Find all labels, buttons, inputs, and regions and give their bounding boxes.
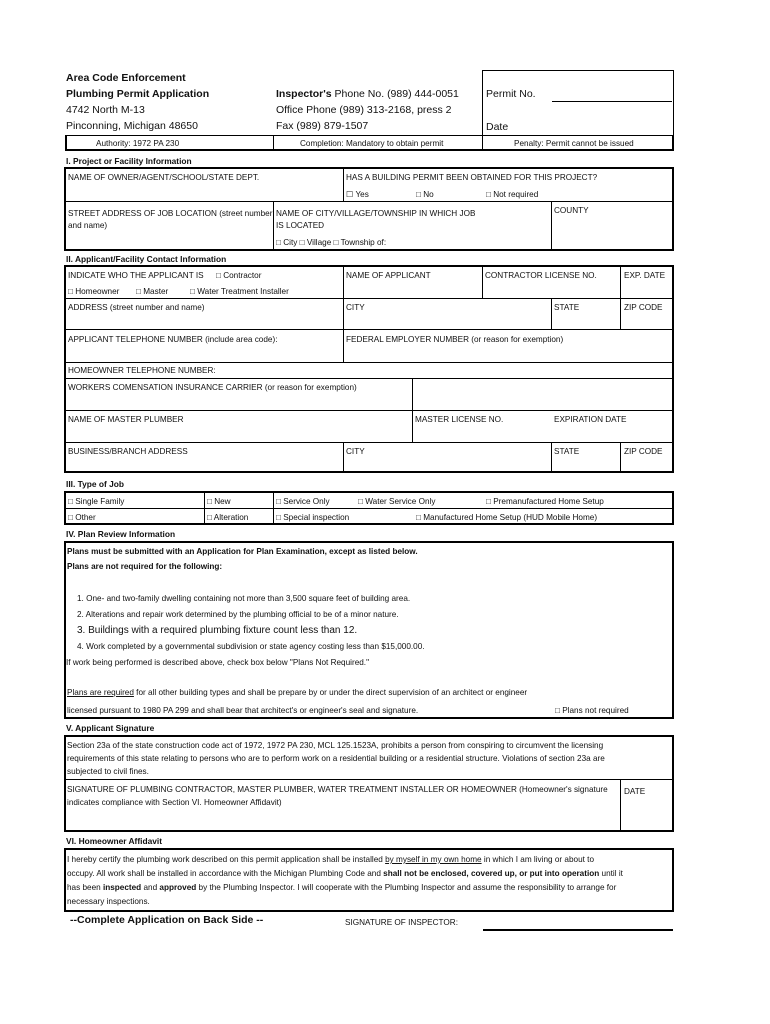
permit-no-checkbox[interactable]: □ No — [416, 190, 434, 199]
signature-label-1: SIGNATURE OF PLUMBING CONTRACTOR, MASTER PLUMBER, WATER TREATMENT INSTALLER OR HOMEOWNER (Homeowner's signature — [67, 785, 608, 794]
business-city-label: CITY — [346, 447, 365, 456]
divider — [66, 201, 673, 202]
section-5-title: V. Applicant Signature — [66, 723, 155, 733]
divider — [66, 362, 673, 363]
office-phone: Office Phone (989) 313-2168, press 2 — [276, 104, 452, 116]
plans-required-text: Plans are required for all other building types and shall be prepare by or under the direct supervision of an architect or engineer — [67, 688, 528, 697]
completion-text: Completion: Mandatory to obtain permit — [300, 139, 444, 148]
permit-box-right-border — [673, 70, 674, 136]
state-label: STATE — [554, 303, 580, 312]
signature-date-label: DATE — [624, 787, 646, 796]
address-label: ADDRESS (street number and name) — [68, 303, 205, 312]
form-title: Plumbing Permit Application — [66, 88, 210, 100]
inspector-phone: Inspector's Phone No. (989) 444-0051 — [276, 88, 459, 100]
authority-text: Authority: 1972 PA 230 — [96, 139, 180, 148]
manufactured-home-checkbox[interactable]: □ Manufactured Home Setup (HUD Mobile Home) — [416, 513, 598, 522]
city-name-label: NAME OF CITY/VILLAGE/TOWNSHIP IN WHICH JOB — [276, 209, 476, 218]
special-inspection-checkbox[interactable]: □ Special inspection — [276, 513, 350, 522]
city-name-label-cont: IS LOCATED — [276, 221, 325, 230]
business-address-label: BUSINESS/BRANCH ADDRESS — [68, 447, 188, 456]
plans-not-required-heading: Plans are not required for the following: — [67, 562, 223, 571]
permit-not-required-checkbox[interactable]: □ Not required — [486, 190, 539, 199]
divider — [66, 329, 673, 330]
divider — [204, 493, 205, 523]
divider — [273, 202, 274, 249]
workers-comp-label: WORKERS COMENSATION INSURANCE CARRIER (or reason for exemption) — [68, 383, 357, 392]
divider — [66, 410, 673, 411]
section-23a-text-1: Section 23a of the state construction code act of 1972, 1972 PA 230, MCL 125.1523A, prohibits a person from conspiring to circumvent the licensing — [67, 741, 604, 750]
exemption-item-1: 1. One- and two-family dwelling containing not more than 3,500 square feet of building area. — [77, 594, 411, 603]
address-line-1: 4742 North M-13 — [66, 104, 145, 116]
owner-name-label: NAME OF OWNER/AGENT/SCHOOL/STATE DEPT. — [68, 173, 260, 182]
service-only-checkbox[interactable]: □ Service Only — [276, 497, 330, 506]
street-address-label: STREET ADDRESS OF JOB LOCATION (street number — [68, 209, 273, 218]
business-state-label: STATE — [554, 447, 580, 456]
affidavit-line-1: I hereby certify the plumbing work described on this permit application shall be installed by myself in my own home in which I am living or about to — [67, 855, 594, 864]
contractor-license-label: CONTRACTOR LICENSE NO. — [485, 271, 597, 280]
divider — [66, 442, 673, 443]
city-label: CITY — [346, 303, 365, 312]
other-checkbox[interactable]: □ Other — [68, 513, 96, 522]
homeowner-phone-label: HOMEOWNER TELEPHONE NUMBER: — [68, 366, 216, 375]
signature-label-2: indicates compliance with Section VI. Homeowner Affidavit) — [67, 798, 282, 807]
permit-no-label: Permit No. — [486, 88, 536, 100]
divider — [551, 443, 552, 471]
alteration-checkbox[interactable]: □ Alteration — [207, 513, 249, 522]
street-address-label-cont: and name) — [68, 221, 108, 230]
building-permit-question: HAS A BUILDING PERMIT BEEN OBTAINED FOR THIS PROJECT? — [346, 173, 598, 182]
department-name: Area Code Enforcement — [66, 72, 186, 84]
inspector-signature-line[interactable] — [483, 929, 673, 931]
master-plumber-label: NAME OF MASTER PLUMBER — [68, 415, 184, 424]
section-6-title: VI. Homeowner Affidavit — [66, 836, 163, 846]
exemption-item-2: 2. Alterations and repair work determined by the plumbing official to be of a minor nature. — [77, 610, 399, 619]
homeowner-checkbox[interactable]: □ Homeowner — [68, 287, 120, 296]
contractor-checkbox[interactable]: □ Contractor — [216, 271, 262, 280]
city-type-checkboxes[interactable]: □ City □ Village □ Township of: — [276, 238, 387, 247]
master-checkbox[interactable]: □ Master — [136, 287, 169, 296]
section-4-title: IV. Plan Review Information — [66, 529, 176, 539]
zip-label: ZIP CODE — [624, 303, 663, 312]
address-line-2: Pinconning, Michigan 48650 — [66, 120, 198, 132]
plans-submission-text: Plans must be submitted with an Application for Plan Examination, except as listed below. — [67, 547, 418, 556]
divider — [273, 493, 274, 523]
divider — [343, 169, 344, 201]
exemption-item-3: 3. Buildings with a required plumbing fixture count less than 12. — [77, 625, 358, 636]
divider — [551, 299, 552, 329]
fax-number: Fax (989) 879-1507 — [276, 120, 369, 132]
exp-date-label: EXP. DATE — [624, 271, 666, 280]
divider — [66, 779, 673, 780]
divider — [66, 378, 673, 379]
permit-box-left-border — [482, 70, 483, 136]
penalty-text: Penalty: Permit cannot be issued — [514, 139, 634, 148]
permit-no-field[interactable] — [552, 101, 672, 102]
divider — [66, 298, 673, 299]
divider — [343, 443, 344, 471]
permit-yes-checkbox[interactable]: ☐ Yes — [346, 190, 369, 199]
premanufactured-checkbox[interactable]: □ Premanufactured Home Setup — [486, 497, 604, 506]
divider — [66, 508, 673, 509]
plans-not-required-checkbox[interactable]: □ Plans not required — [555, 706, 629, 715]
applicant-phone-label: APPLICANT TELEPHONE NUMBER (include area code): — [68, 335, 278, 344]
divider — [273, 136, 274, 150]
date-label: Date — [486, 121, 509, 133]
divider — [620, 443, 621, 471]
new-checkbox[interactable]: □ New — [207, 497, 231, 506]
divider — [482, 136, 483, 150]
inspector-signature-label: SIGNATURE OF INSPECTOR: — [345, 918, 458, 927]
divider — [412, 379, 413, 442]
divider — [343, 267, 344, 362]
expiration-date-label: EXPIRATION DATE — [554, 415, 627, 424]
section-2-title: II. Applicant/Facility Contact Information — [66, 254, 227, 264]
plans-required-text-cont: licensed pursuant to 1980 PA 299 and shall bear that architect's or engineer's seal and signature. — [67, 706, 419, 715]
permit-box-top-border — [482, 70, 674, 71]
water-service-checkbox[interactable]: □ Water Service Only — [358, 497, 436, 506]
section-23a-text-3: subjected to civil fines. — [67, 767, 149, 776]
divider — [620, 780, 621, 830]
section-3-title: III. Type of Job — [66, 479, 125, 489]
section-1-title: I. Project or Facility Information — [66, 156, 192, 166]
affidavit-line-2: occupy. All work shall be installed in accordance with the Michigan Plumbing Code and shall not be enclosed, covered up, or put into operation until it — [67, 869, 623, 878]
back-side-notice: --Complete Application on Back Side -- — [70, 914, 264, 926]
divider — [620, 267, 621, 329]
applicant-type-label: INDICATE WHO THE APPLICANT IS — [68, 271, 204, 280]
divider — [482, 267, 483, 298]
master-license-label: MASTER LICENSE NO. — [415, 415, 504, 424]
affidavit-line-4: necessary inspections. — [67, 897, 150, 906]
affidavit-line-3: has been inspected and approved by the Plumbing Inspector. I will cooperate with the Plumbing Inspector and assume the responsibility to arrange for — [67, 883, 617, 892]
applicant-name-label: NAME OF APPLICANT — [346, 271, 431, 280]
business-zip-label: ZIP CODE — [624, 447, 663, 456]
exemption-item-4: 4. Work completed by a governmental subdivision or state agency costing less than $15,000.00. — [77, 642, 425, 651]
single-family-checkbox[interactable]: □ Single Family — [68, 497, 125, 506]
section-23a-text-2: requirements of this state relating to persons who are to perform work on a residential building or a residential structure. Violations of section 23a are — [67, 754, 605, 763]
check-box-instruction: If work being performed is described above, check box below "Plans Not Required." — [66, 658, 369, 667]
fein-label: FEDERAL EMPLOYER NUMBER (or reason for exemption) — [346, 335, 564, 344]
county-label: COUNTY — [554, 206, 589, 215]
divider — [551, 202, 552, 249]
water-treatment-checkbox[interactable]: □ Water Treatment Installer — [190, 287, 289, 296]
